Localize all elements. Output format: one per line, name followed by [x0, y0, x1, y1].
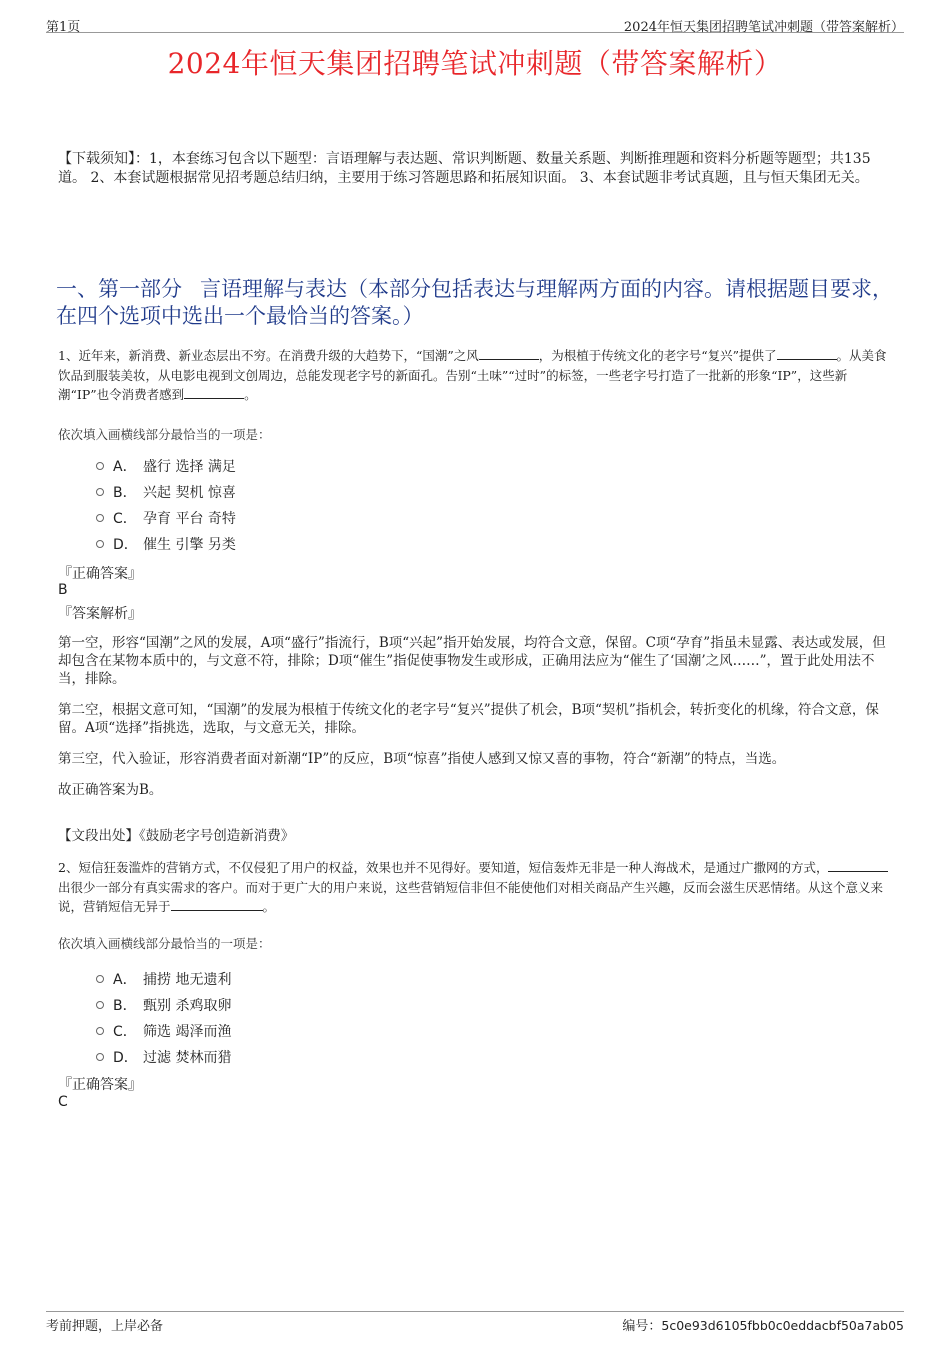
q2-text-part: 出很少一部分有真实需求的客户。而对于更广大的用户来说，这些营销短信非但不能使他们对相关商品产生兴趣，反而会滋生厌恶情绪。从这个意义来说，营销短信无异于 [58, 879, 884, 914]
q1-option-d[interactable]: D． 催生 引擎 另类 [96, 531, 236, 557]
q2-option-c[interactable]: C． 筛选 竭泽而渔 [96, 1018, 231, 1044]
q2-answer-label: 『正确答案』 [58, 1077, 142, 1093]
footer-slogan: 考前押题，上岸必备 [46, 1319, 164, 1334]
q1-options [96, 453, 236, 557]
q1-option-a[interactable]: A． 盛行 选择 满足 [96, 453, 236, 479]
q1-blank-3 [184, 386, 244, 399]
radio-icon[interactable] [96, 488, 104, 496]
q2-blank-2 [171, 898, 263, 911]
q1-option-c[interactable]: C． 孕育 平台 奇特 [96, 505, 236, 531]
analysis-paragraph: 第二空，根据文意可知，“国潮”的发展为根植于传统文化的老字号“复兴”提供了机会，B项“契机”指机会，转折变化的机缘，符合文意，保留。A项“选择”指挑选，选取，与文意无关，排除。 [58, 702, 879, 736]
analysis-paragraph: 故正确答案为B。 [58, 782, 163, 798]
page-number: 第1页 [46, 20, 81, 35]
q1-text-part: 。从美食饮品到服装美妆，从电影电视到文创周边，总能发现老字号的新面孔。告别“土味”“过时”的标签，一些老字号打造了一批新的形象“IP”，这些新潮“IP”也令消费者感到 [58, 348, 887, 402]
q1-analysis-label: 『答案解析』 [58, 606, 142, 622]
radio-icon[interactable] [96, 514, 104, 522]
q1-prompt: 依次填入画横线部分最恰当的一项是： [58, 427, 271, 442]
q1-source: 【文段出处】《鼓励老字号创造新消费》 [58, 828, 295, 844]
q2-blank-1 [828, 859, 888, 872]
section-heading [56, 276, 906, 330]
analysis-paragraph: 第三空，代入验证，形容消费者面对新潮“IP”的反应，B项“惊喜”指使人感到又惊又喜的事物，符合“新潮”的特点，当选。 [58, 751, 786, 767]
q2-prompt: 依次填入画横线部分最恰当的一项是： [58, 936, 271, 951]
page-header [46, 14, 904, 33]
page-footer [46, 1311, 904, 1332]
q1-option-b[interactable]: B． 兴起 契机 惊喜 [96, 479, 236, 505]
radio-icon[interactable] [96, 975, 104, 983]
document-title: 2024年恒天集团招聘笔试冲刺题（带答案解析） [167, 47, 783, 80]
question-1-text [58, 346, 898, 405]
q1-answer-label: 『正确答案』 [58, 566, 142, 582]
q2-options [96, 966, 231, 1070]
question-2-text [58, 858, 898, 917]
radio-icon[interactable] [96, 1001, 104, 1009]
section-description: 言语理解与表达（本部分包括表达与理解两方面的内容。请根据题目要求，在四个选项中选出一个最恰当的答案。） [56, 277, 893, 328]
q1-blank-2 [777, 347, 837, 360]
q1-text-part: ，为根植于传统文化的老字号“复兴”提供了 [538, 348, 777, 363]
radio-icon[interactable] [96, 540, 104, 548]
footer-code: 编号：5c0e93d6105fbb0c0eddacbf50a7ab05 [622, 1318, 904, 1334]
section-part: 一、第一部分 [56, 277, 182, 301]
q1-blank-1 [479, 347, 539, 360]
q1-answer: B [58, 582, 68, 598]
radio-icon[interactable] [96, 1027, 104, 1035]
q2-answer: C [58, 1094, 68, 1110]
q2-option-d[interactable]: D． 过滤 焚林而猎 [96, 1044, 231, 1070]
q2-option-b[interactable]: B． 甄别 杀鸡取卵 [96, 992, 231, 1018]
radio-icon[interactable] [96, 462, 104, 470]
q1-text-part: 。 [244, 387, 257, 402]
download-notice: 【下载须知】：1，本套练习包含以下题型：言语理解与表达题、常识判断题、数量关系题、判断推理题和资料分析题等题型；共135道。 2、本套试题根据常见招考题总结归纳，主要用于练习答题思路和拓展知识面。 3、本套试题非考试真题，且与恒天集团无关。 [58, 151, 871, 186]
q1-analysis [58, 634, 888, 812]
q1-text-part: 1、近年来，新消费、新业态层出不穷。在消费升级的大趋势下，“国潮”之风 [58, 348, 479, 363]
q2-option-a[interactable]: A． 捕捞 地无遗利 [96, 966, 231, 992]
q2-text-part: 。 [262, 899, 276, 914]
header-doc-title: 2024年恒天集团招聘笔试冲刺题（带答案解析） [623, 20, 904, 35]
radio-icon[interactable] [96, 1053, 104, 1061]
analysis-paragraph: 第一空，形容“国潮”之风的发展，A项“盛行”指流行，B项“兴起”指开始发展，均符合文意，保留。C项“孕育”指虽未显露、表达或发展，但却包含在某物本质中的，与文意不符，排除；D项“催生”指促使事物发生或形成，正确用法应为“催生了‘国潮’之风……”，置于此处用法不当，排除。 [58, 635, 886, 687]
q2-text-part: 2、短信狂轰滥炸的营销方式，不仅侵犯了用户的权益，效果也并不见得好。要知道，短信轰炸无非是一种人海战术，是通过广撒网的方式， [58, 860, 829, 875]
